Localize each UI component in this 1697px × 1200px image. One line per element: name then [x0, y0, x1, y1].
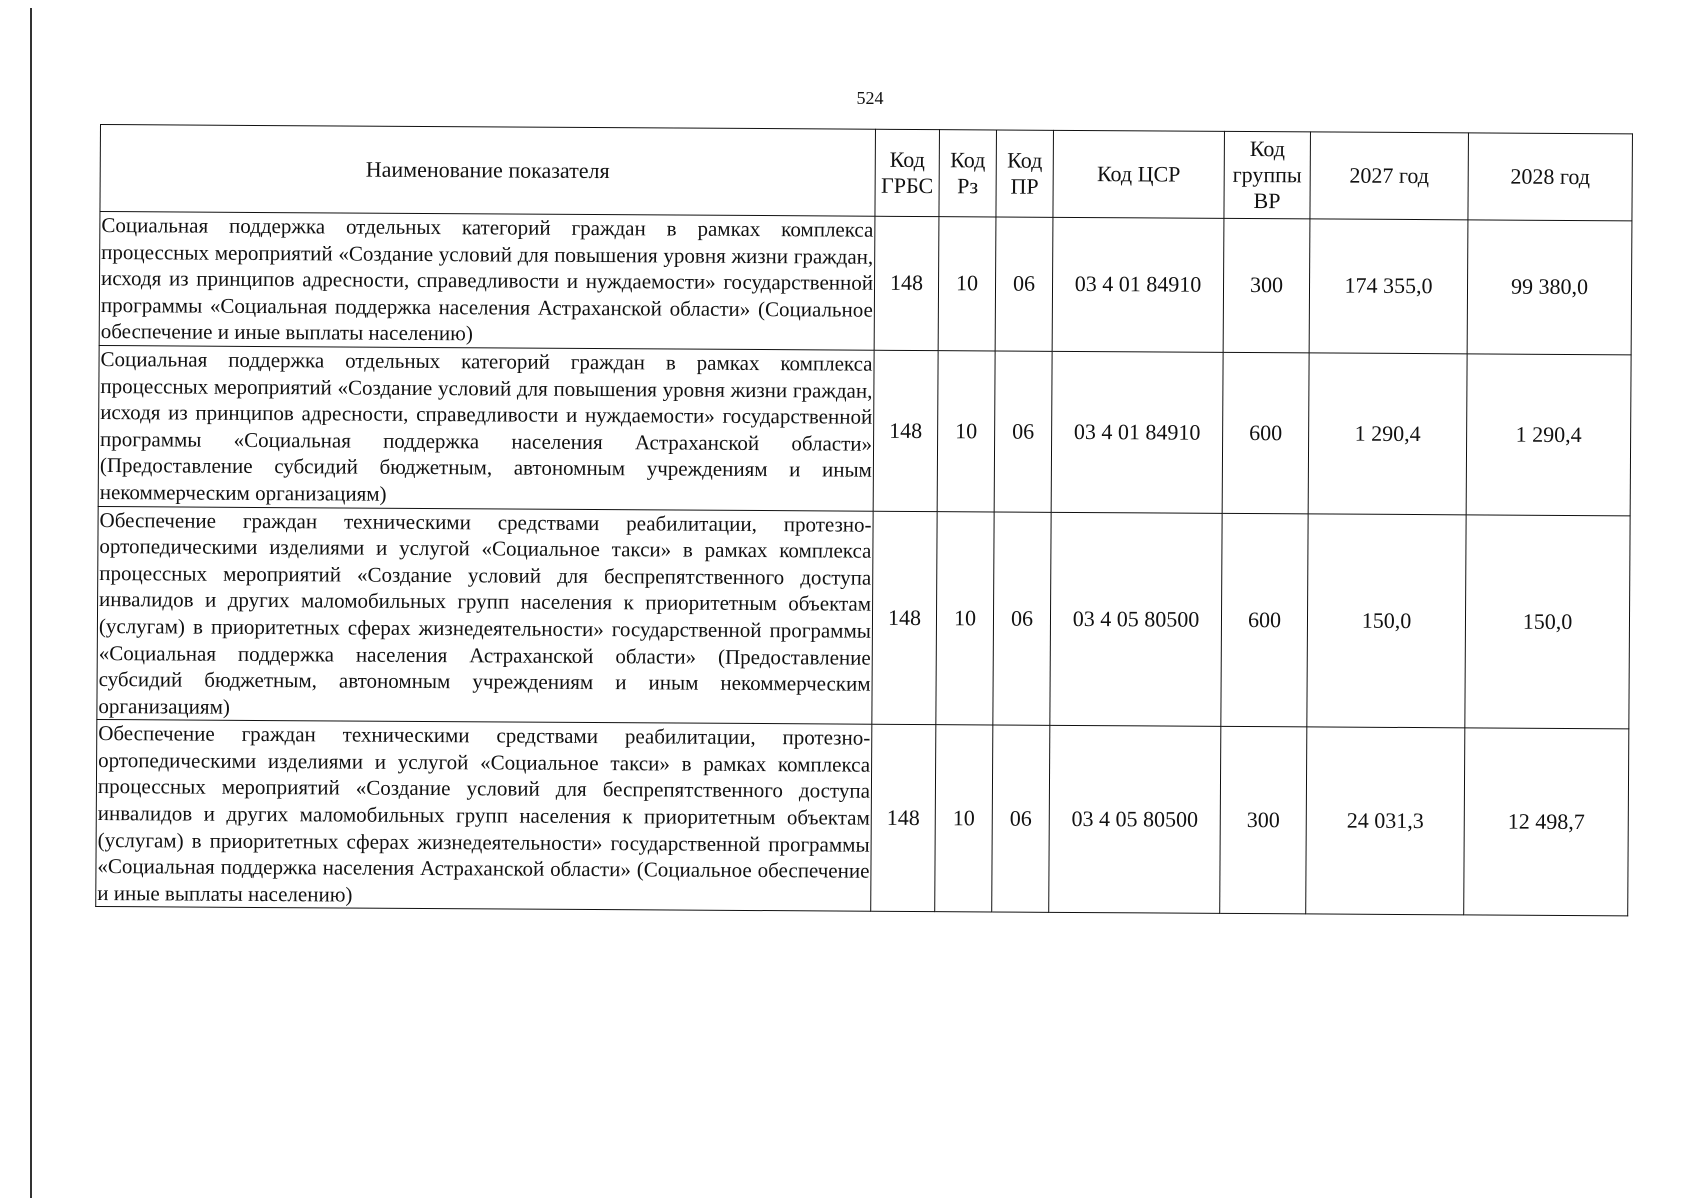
- row-grbs: 148: [874, 216, 939, 350]
- row-2027: 150,0: [1307, 513, 1466, 728]
- row-vr: 600: [1222, 352, 1309, 513]
- row-name: Социальная поддержка отдельных категорий граждан в рамках комплекса процессных мероприятий «Создание условий для повышения уровня жизни граждан, исходя из принципов адресности, справедливости и нуждаемости» государственной программы «Социальная поддержка населения Астраханской области» (Предоставление субсидий бюджетным, автономным учреждениям и иным некоммерческим организациям): [98, 345, 874, 510]
- header-csr: Код ЦСР: [1053, 130, 1225, 218]
- table-row: [98, 345, 1631, 515]
- row-csr: 03 4 01 84910: [1051, 351, 1223, 513]
- row-csr: 03 4 05 80500: [1049, 726, 1221, 914]
- row-pr: 06: [995, 217, 1053, 351]
- table-row: [99, 212, 1632, 355]
- row-2027: 24 031,3: [1306, 727, 1465, 915]
- row-grbs: 148: [872, 511, 937, 725]
- row-pr: 06: [994, 351, 1052, 512]
- page-number: 524: [856, 88, 884, 108]
- row-csr: 03 4 01 84910: [1052, 217, 1224, 352]
- row-name: Социальная поддержка отдельных категорий граждан в рамках комплекса процессных мероприятий «Создание условий для повышения уровня жизни граждан, исходя из принципов адресности, справедливости и нуждаемости» государственной программы «Социальная поддержка населения Астраханской области» (Социальное обеспечение и иные выплаты населению): [99, 212, 875, 351]
- row-2028: 150,0: [1465, 514, 1630, 729]
- header-pr: Код ПР: [996, 130, 1054, 217]
- row-2027: 174 355,0: [1309, 219, 1468, 354]
- row-vr: 300: [1223, 218, 1310, 352]
- row-rz: 10: [936, 511, 994, 725]
- row-pr: 06: [992, 725, 1050, 913]
- header-2027: 2027 год: [1310, 132, 1469, 220]
- table-header-row: [100, 125, 1633, 221]
- row-pr: 06: [993, 512, 1051, 726]
- row-csr: 03 4 05 80500: [1050, 512, 1222, 727]
- header-name: Наименование показателя: [100, 125, 876, 217]
- row-2028: 1 290,4: [1466, 354, 1631, 516]
- header-vr: Код группы ВР: [1224, 131, 1311, 219]
- row-2028: 12 498,7: [1464, 728, 1629, 916]
- row-vr: 600: [1221, 513, 1308, 727]
- header-2028: 2028 год: [1468, 133, 1633, 221]
- binding-edge-line: [30, 8, 32, 1198]
- row-grbs: 148: [873, 350, 938, 511]
- row-rz: 10: [937, 351, 995, 512]
- header-rz: Код Рз: [939, 130, 997, 217]
- row-rz: 10: [938, 217, 996, 351]
- row-2027: 1 290,4: [1308, 353, 1467, 515]
- header-grbs: Код ГРБС: [875, 129, 940, 216]
- table-row: [96, 720, 1629, 917]
- table-row: [97, 506, 1630, 729]
- budget-table: [95, 124, 1633, 917]
- row-grbs: 148: [871, 725, 936, 913]
- row-vr: 300: [1220, 727, 1307, 915]
- row-rz: 10: [935, 725, 993, 913]
- row-name: Обеспечение граждан техническими средствами реабилитации, протезно-ортопедическими изделиями и услугой «Социальное такси» в рамках комплекса процессных мероприятий «Создание условий для беспрепятственного доступа инвалидов и других маломобильных групп населения к приоритетным объектам (услугам) в приоритетных сферах жизнедеятельности» государственной программы «Социальная поддержка населения Астраханской области» (Социальное обеспечение и иные выплаты населению): [96, 720, 872, 912]
- budget-table-wrapper: [95, 124, 1632, 917]
- row-2028: 99 380,0: [1467, 220, 1632, 355]
- row-name: Обеспечение граждан техническими средствами реабилитации, протезно-ортопедическими изделиями и услугой «Социальное такси» в рамках комплекса процессных мероприятий «Создание условий для беспрепятственного доступа инвалидов и других маломобильных групп населения к приоритетным объектам (услугам) в приоритетных сферах жизнедеятельности» государственной программы «Социальная поддержка населения Астраханской области» (Предоставление субсидий бюджетным, автономным учреждениям и иным некоммерческим организациям): [97, 506, 873, 724]
